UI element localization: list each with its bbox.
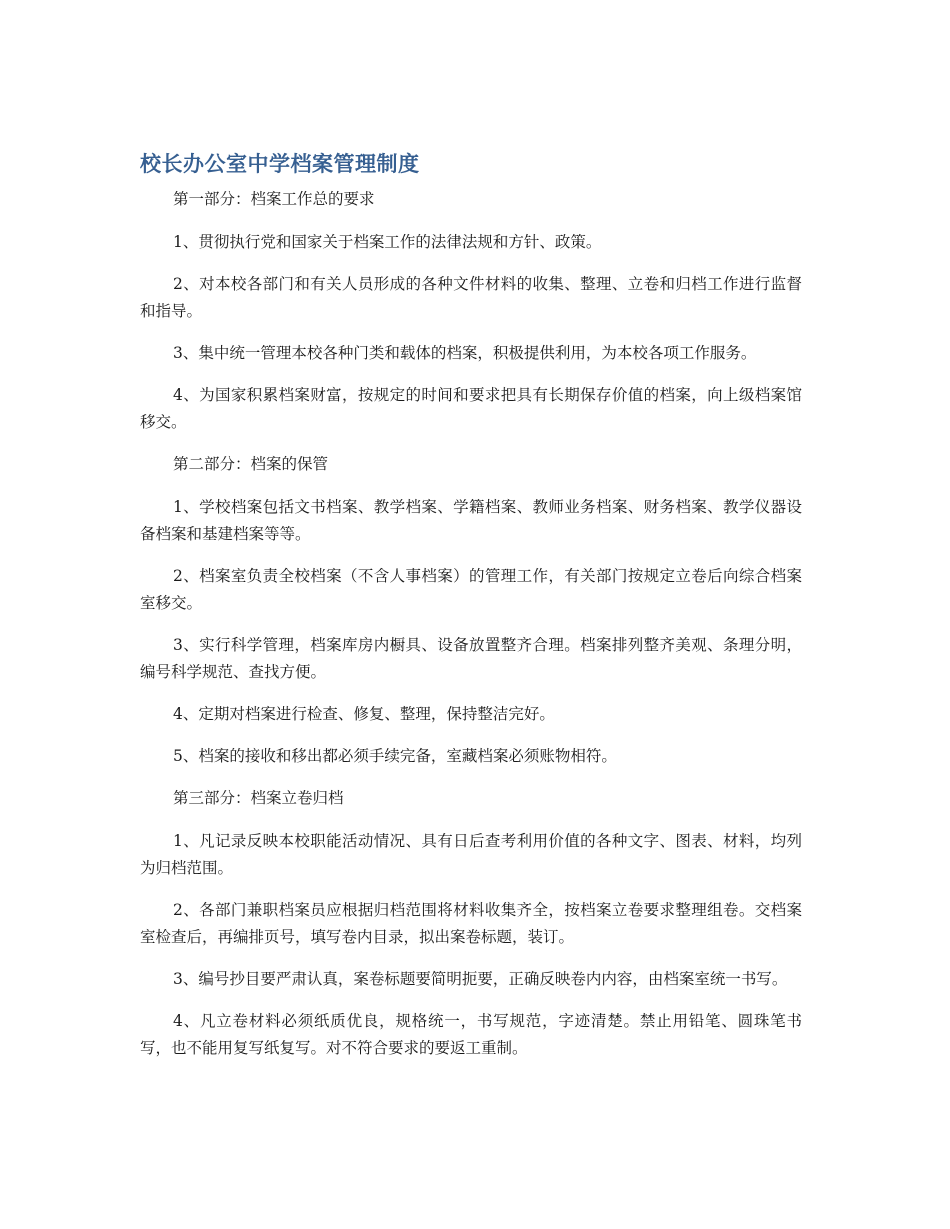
paragraph: 1、贯彻执行党和国家关于档案工作的法律法规和方针、政策。	[173, 233, 602, 251]
paragraph: 4、凡立卷材料必须纸质优良，规格统一，书写规范，字迹清楚。禁止用铅笔、圆珠笔书写，也不能用复写纸复写。对不符合要求的要返工重制。	[140, 1012, 802, 1057]
paragraph: 1、凡记录反映本校职能活动情况、具有日后查考利用价值的各种文字、图表、材料，均列为归档范围。	[140, 832, 802, 877]
paragraph: 3、集中统一管理本校各种门类和载体的档案，积极提供利用，为本校各项工作服务。	[173, 344, 757, 362]
paragraph: 1、学校档案包括文书档案、教学档案、学籍档案、教师业务档案、财务档案、教学仪器设备档案和基建档案等等。	[140, 498, 802, 543]
document-page	[140, 148, 802, 1077]
paragraph: 4、为国家积累档案财富，按规定的时间和要求把具有长期保存价值的档案，向上级档案馆移交。	[140, 386, 802, 431]
paragraph: 2、档案室负责全校档案（不含人事档案）的管理工作，有关部门按规定立卷后向综合档案室移交。	[140, 567, 802, 612]
paragraph: 3、实行科学管理，档案库房内橱具、设备放置整齐合理。档案排列整齐美观、条理分明，编号科学规范、查找方便。	[140, 636, 802, 681]
paragraph: 5、档案的接收和移出都必须手续完备，室藏档案必须账物相符。	[173, 747, 617, 765]
section-heading-3: 第三部分：档案立卷归档	[173, 789, 344, 807]
paragraph: 3、编号抄目要严肃认真，案卷标题要简明扼要，正确反映卷内内容，由档案室统一书写。	[173, 970, 788, 988]
section-heading-1: 第一部分：档案工作总的要求	[173, 190, 375, 208]
paragraph: 4、定期对档案进行检查、修复、整理，保持整洁完好。	[173, 705, 555, 723]
paragraph: 2、对本校各部门和有关人员形成的各种文件材料的收集、整理、立卷和归档工作进行监督和指导。	[140, 275, 802, 320]
document-title: 校长办公室中学档案管理制度	[140, 152, 420, 176]
paragraph: 2、各部门兼职档案员应根据归档范围将材料收集齐全，按档案立卷要求整理组卷。交档案室检查后，再编排页号，填写卷内目录，拟出案卷标题，装订。	[140, 901, 802, 946]
section-heading-2: 第二部分：档案的保管	[173, 455, 329, 473]
